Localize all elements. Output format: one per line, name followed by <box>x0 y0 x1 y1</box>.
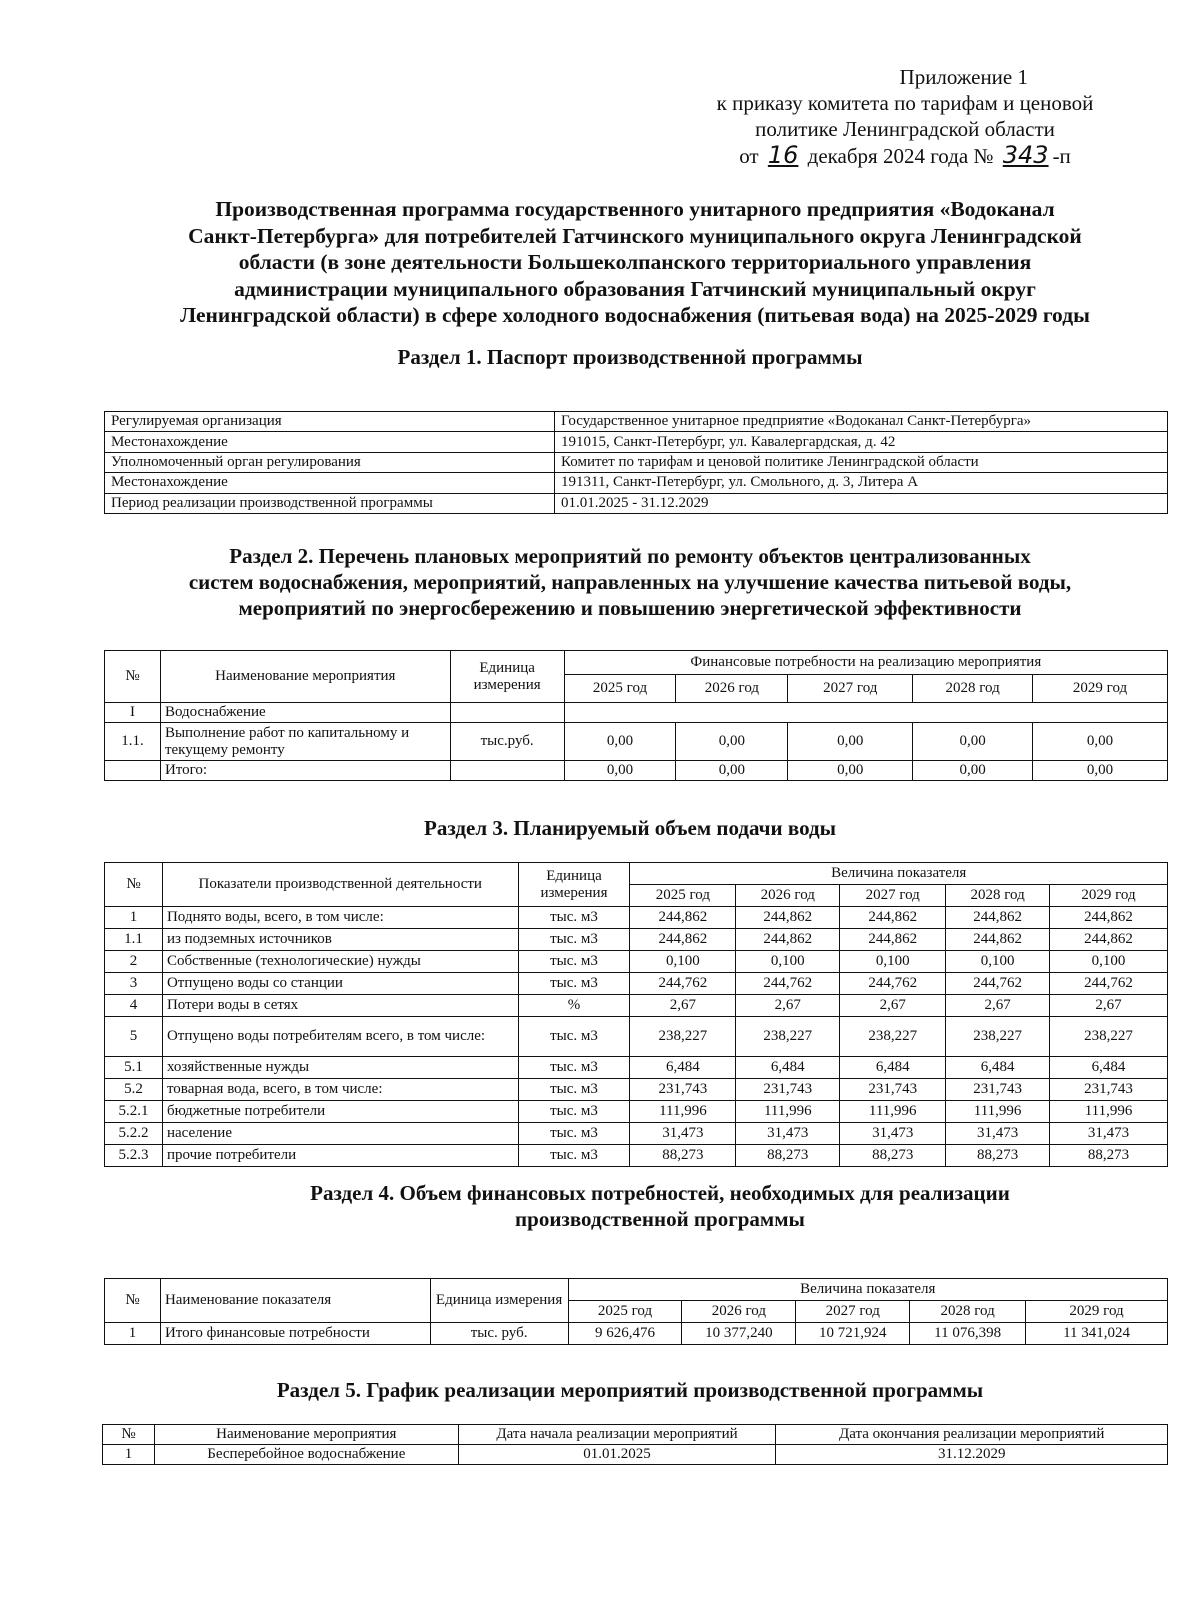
table-cell: Уполномоченный орган регулирования <box>105 452 555 472</box>
table-row <box>105 473 1168 493</box>
section-4-heading-line-2: производственной программы <box>515 1207 805 1231</box>
table-cell: тыс.руб. <box>450 723 564 761</box>
table-cell: 31,473 <box>840 1123 946 1145</box>
table-cell: Итого: <box>160 761 450 781</box>
table-row <box>105 493 1168 513</box>
table-cell: из подземных источников <box>162 929 518 951</box>
appendix-day-handwritten: 16 <box>767 141 799 169</box>
col-header-group: Финансовые потребности на реализацию мероприятия <box>564 651 1167 675</box>
table-cell: 231,743 <box>630 1079 736 1101</box>
table-row <box>105 929 1168 951</box>
table-cell: 2,67 <box>736 995 840 1017</box>
appendix-line-2: к приказу комитета по тарифам и ценовой <box>716 91 1094 115</box>
table-cell: 191015, Санкт-Петербург, ул. Кавалергардская, д. 42 <box>555 432 1168 452</box>
appendix-header <box>670 64 1140 169</box>
section-2-heading <box>100 543 1160 621</box>
table-cell: 244,862 <box>630 929 736 951</box>
table-cell: 244,762 <box>736 973 840 995</box>
appendix-number-suffix: -п <box>1052 144 1071 168</box>
table-row <box>105 1057 1168 1079</box>
financial-needs-table <box>104 1278 1168 1345</box>
table-cell: Собственные (технологические) нужды <box>162 951 518 973</box>
table-cell: 0,00 <box>788 723 913 761</box>
appendix-date-prefix: от <box>739 144 759 168</box>
table-cell: бюджетные потребители <box>162 1101 518 1123</box>
table-cell: 6,484 <box>1050 1057 1168 1079</box>
col-header-name: Наименование мероприятия <box>154 1425 458 1445</box>
table-cell: 111,996 <box>946 1101 1050 1123</box>
col-header-year: 2027 год <box>840 885 946 907</box>
table-cell: 244,862 <box>736 929 840 951</box>
appendix-date-line <box>670 142 1140 169</box>
col-header-year: 2025 год <box>630 885 736 907</box>
table-cell: 1.1. <box>105 723 161 761</box>
table-row <box>105 973 1168 995</box>
table-cell: Итого финансовые потребности <box>160 1323 430 1345</box>
table-cell: 5.2.3 <box>105 1145 163 1167</box>
table-cell: 3 <box>105 973 163 995</box>
table-cell: товарная вода, всего, в том числе: <box>162 1079 518 1101</box>
table-cell: 244,862 <box>736 907 840 929</box>
table-cell: 88,273 <box>1050 1145 1168 1167</box>
table-cell: 111,996 <box>630 1101 736 1123</box>
table-cell: тыс. м3 <box>518 951 630 973</box>
table-cell: Водоснабжение <box>160 703 450 723</box>
table-cell: 0,00 <box>788 761 913 781</box>
table-cell: 88,273 <box>840 1145 946 1167</box>
table-cell: 0,00 <box>1033 761 1168 781</box>
section-2-heading-line-3: мероприятий по энергосбережению и повышению энергетической эффективности <box>238 596 1022 620</box>
table-cell: тыс. м3 <box>518 1101 630 1123</box>
table-cell: 31,473 <box>946 1123 1050 1145</box>
table-cell: население <box>162 1123 518 1145</box>
table-cell: 238,227 <box>630 1017 736 1057</box>
col-header-group: Величина показателя <box>568 1279 1167 1301</box>
col-header-group: Величина показателя <box>630 863 1168 885</box>
table-header-row <box>103 1425 1168 1445</box>
table-cell: 88,273 <box>736 1145 840 1167</box>
table-cell: 0,00 <box>564 761 676 781</box>
col-header-year: 2025 год <box>568 1301 682 1323</box>
table-cell: 0,00 <box>913 723 1033 761</box>
table-row <box>105 432 1168 452</box>
table-cell: 01.01.2025 - 31.12.2029 <box>555 493 1168 513</box>
table-cell: 2,67 <box>630 995 736 1017</box>
table-row <box>105 761 1168 781</box>
appendix-month-year: декабря 2024 года № <box>807 144 994 168</box>
table-cell: 10 377,240 <box>682 1323 796 1345</box>
table-cell: 5.2.1 <box>105 1101 163 1123</box>
table-cell: 1 <box>105 907 163 929</box>
table-cell <box>105 761 161 781</box>
table-cell: 0,00 <box>676 723 788 761</box>
section-1-heading: Раздел 1. Паспорт производственной программы <box>397 345 863 369</box>
title-line-2: Санкт-Петербурга» для потребителей Гатчинского муниципального округа Ленинградской <box>188 223 1082 248</box>
section-2-heading-line-1: Раздел 2. Перечень плановых мероприятий по ремонту объектов централизованных <box>229 544 1031 568</box>
table-cell: тыс. м3 <box>518 929 630 951</box>
section-4-heading <box>160 1180 1160 1232</box>
table-cell: 4 <box>105 995 163 1017</box>
table-cell: 111,996 <box>840 1101 946 1123</box>
col-header-unit: Единица измерения <box>430 1279 568 1323</box>
table-cell: 244,862 <box>840 907 946 929</box>
table-cell: 6,484 <box>630 1057 736 1079</box>
table-cell: прочие потребители <box>162 1145 518 1167</box>
table-cell: 31,473 <box>1050 1123 1168 1145</box>
table-cell: 0,100 <box>630 951 736 973</box>
table-cell: 88,273 <box>946 1145 1050 1167</box>
table-row <box>103 1445 1168 1465</box>
table-cell: 0,00 <box>1033 723 1168 761</box>
table-cell: Комитет по тарифам и ценовой политике Ленинградской области <box>555 452 1168 472</box>
table-cell: 31.12.2029 <box>776 1445 1168 1465</box>
section-2-heading-line-2: систем водоснабжения, мероприятий, направленных на улучшение качества питьевой воды, <box>188 570 1072 594</box>
table-cell: 0,00 <box>676 761 788 781</box>
table-row <box>105 907 1168 929</box>
table-cell: 11 076,398 <box>910 1323 1026 1345</box>
table-cell: 31,473 <box>630 1123 736 1145</box>
col-header-end-date: Дата окончания реализации мероприятий <box>776 1425 1168 1445</box>
measures-table <box>104 650 1168 781</box>
table-cell: 9 626,476 <box>568 1323 682 1345</box>
table-row <box>105 995 1168 1017</box>
table-cell: 238,227 <box>840 1017 946 1057</box>
table-cell: 11 341,024 <box>1026 1323 1168 1345</box>
table-cell <box>450 703 564 723</box>
table-cell: 31,473 <box>736 1123 840 1145</box>
col-header-year: 2029 год <box>1026 1301 1168 1323</box>
table-cell: % <box>518 995 630 1017</box>
col-header-year: 2028 год <box>910 1301 1026 1323</box>
table-cell: тыс. м3 <box>518 1145 630 1167</box>
table-cell: 238,227 <box>1050 1017 1168 1057</box>
table-header-row <box>105 651 1168 675</box>
table-cell: 244,862 <box>946 907 1050 929</box>
table-header-row <box>105 863 1168 885</box>
table-cell: 6,484 <box>736 1057 840 1079</box>
table-cell: 231,743 <box>736 1079 840 1101</box>
col-header-year: 2027 год <box>796 1301 910 1323</box>
table-cell: 2,67 <box>1050 995 1168 1017</box>
table-cell: 238,227 <box>946 1017 1050 1057</box>
table-cell: 111,996 <box>736 1101 840 1123</box>
title-line-1: Производственная программа государственного унитарного предприятия «Водоканал <box>215 197 1055 221</box>
table-row <box>105 1101 1168 1123</box>
col-header-year: 2026 год <box>676 675 788 703</box>
table-cell: 244,862 <box>1050 929 1168 951</box>
table-cell: 6,484 <box>840 1057 946 1079</box>
table-cell: Период реализации производственной программы <box>105 493 555 513</box>
table-cell: 01.01.2025 <box>458 1445 776 1465</box>
table-cell: 1.1 <box>105 929 163 951</box>
table-cell: Поднято воды, всего, в том числе: <box>162 907 518 929</box>
table-cell: Местонахождение <box>105 473 555 493</box>
col-header-name: Наименование показателя <box>160 1279 430 1323</box>
table-row <box>105 452 1168 472</box>
table-cell: 1 <box>105 1323 161 1345</box>
table-cell: 2,67 <box>946 995 1050 1017</box>
table-cell: 244,762 <box>946 973 1050 995</box>
table-cell: Потери воды в сетях <box>162 995 518 1017</box>
schedule-table <box>102 1424 1168 1465</box>
table-cell: 244,862 <box>630 907 736 929</box>
table-cell: 111,996 <box>1050 1101 1168 1123</box>
table-cell: 231,743 <box>946 1079 1050 1101</box>
table-cell: Бесперебойное водоснабжение <box>154 1445 458 1465</box>
table-cell: 0,100 <box>946 951 1050 973</box>
col-header-year: 2025 год <box>564 675 676 703</box>
col-header-year: 2028 год <box>913 675 1033 703</box>
table-cell: 231,743 <box>840 1079 946 1101</box>
water-supply-table-body <box>105 907 1168 1167</box>
passport-table <box>104 411 1168 514</box>
table-cell: Отпущено воды потребителям всего, в том числе: <box>162 1017 518 1057</box>
appendix-line-3: политике Ленинградской области <box>755 117 1055 141</box>
col-header-year: 2029 год <box>1050 885 1168 907</box>
table-cell: тыс. м3 <box>518 973 630 995</box>
table-cell: тыс. м3 <box>518 1057 630 1079</box>
section-5-heading: Раздел 5. График реализации мероприятий производственной программы <box>276 1378 984 1402</box>
table-row <box>105 1323 1168 1345</box>
table-cell: 244,762 <box>1050 973 1168 995</box>
table-cell: тыс. м3 <box>518 907 630 929</box>
table-row <box>105 1145 1168 1167</box>
table-cell: тыс. м3 <box>518 1017 630 1057</box>
appendix-line-1: Приложение 1 <box>899 65 1028 89</box>
table-cell: Государственное унитарное предприятие «Водоканал Санкт-Петербурга» <box>555 412 1168 432</box>
title-line-3: области (в зоне деятельности Большеколпанского территориального управления <box>238 250 1032 274</box>
table-cell: 244,862 <box>840 929 946 951</box>
table-cell: 5.1 <box>105 1057 163 1079</box>
table-cell: 231,743 <box>1050 1079 1168 1101</box>
table-cell: 244,762 <box>630 973 736 995</box>
table-cell: 88,273 <box>630 1145 736 1167</box>
table-cell: 0,00 <box>564 723 676 761</box>
col-header-unit: Единица измерения <box>518 863 630 907</box>
table-row <box>105 951 1168 973</box>
table-cell: Отпущено воды со станции <box>162 973 518 995</box>
table-row <box>105 1079 1168 1101</box>
water-supply-table <box>104 862 1168 1167</box>
col-header-no: № <box>105 1279 161 1323</box>
col-header-name: Показатели производственной деятельности <box>162 863 518 907</box>
table-header-row <box>105 1279 1168 1301</box>
table-cell: 1 <box>103 1445 155 1465</box>
col-header-start-date: Дата начала реализации мероприятий <box>458 1425 776 1445</box>
table-cell: Регулируемая организация <box>105 412 555 432</box>
table-cell: 0,100 <box>1050 951 1168 973</box>
table-cell: 244,862 <box>1050 907 1168 929</box>
table-row <box>105 412 1168 432</box>
table-cell: 0,00 <box>913 761 1033 781</box>
table-cell: 5.2.2 <box>105 1123 163 1145</box>
table-cell: 238,227 <box>736 1017 840 1057</box>
table-cell: 0,100 <box>736 951 840 973</box>
table-cell: тыс. м3 <box>518 1079 630 1101</box>
table-cell: 2,67 <box>840 995 946 1017</box>
table-cell: 244,862 <box>946 929 1050 951</box>
title-line-5: Ленинградской области) в сфере холодного водоснабжения (питьевая вода) на 2025-2029 годы <box>180 303 1090 327</box>
table-row <box>105 1123 1168 1145</box>
table-cell: 2 <box>105 951 163 973</box>
table-cell: Выполнение работ по капитальному и текущему ремонту <box>160 723 450 761</box>
col-header-year: 2029 год <box>1033 675 1168 703</box>
table-cell: Местонахождение <box>105 432 555 452</box>
table-cell: тыс. м3 <box>518 1123 630 1145</box>
col-header-name: Наименование мероприятия <box>160 651 450 703</box>
table-cell: 10 721,924 <box>796 1323 910 1345</box>
section-3-heading: Раздел 3. Планируемый объем подачи воды <box>424 816 836 840</box>
table-cell <box>564 703 1167 723</box>
section-4-heading-line-1: Раздел 4. Объем финансовых потребностей, необходимых для реализации <box>310 1181 1010 1205</box>
col-header-no: № <box>103 1425 155 1445</box>
table-cell: 5.2 <box>105 1079 163 1101</box>
table-cell: 6,484 <box>946 1057 1050 1079</box>
col-header-year: 2028 год <box>946 885 1050 907</box>
col-header-no: № <box>105 863 163 907</box>
title-line-4: администрации муниципального образования Гатчинский муниципальный округ <box>234 276 1036 301</box>
table-cell: I <box>105 703 161 723</box>
col-header-year: 2026 год <box>736 885 840 907</box>
table-cell: 0,100 <box>840 951 946 973</box>
col-header-year: 2026 год <box>682 1301 796 1323</box>
document-title <box>100 196 1170 329</box>
table-cell: 244,762 <box>840 973 946 995</box>
table-cell: 5 <box>105 1017 163 1057</box>
col-header-no: № <box>105 651 161 703</box>
table-cell <box>450 761 564 781</box>
appendix-number-handwritten: 343 <box>1002 141 1049 169</box>
table-cell: 191311, Санкт-Петербург, ул. Смольного, д. 3, Литера А <box>555 473 1168 493</box>
table-cell: тыс. руб. <box>430 1323 568 1345</box>
col-header-unit: Единица измерения <box>450 651 564 703</box>
table-row <box>105 703 1168 723</box>
table-row <box>105 723 1168 761</box>
col-header-year: 2027 год <box>788 675 913 703</box>
table-row <box>105 1017 1168 1057</box>
table-cell: хозяйственные нужды <box>162 1057 518 1079</box>
